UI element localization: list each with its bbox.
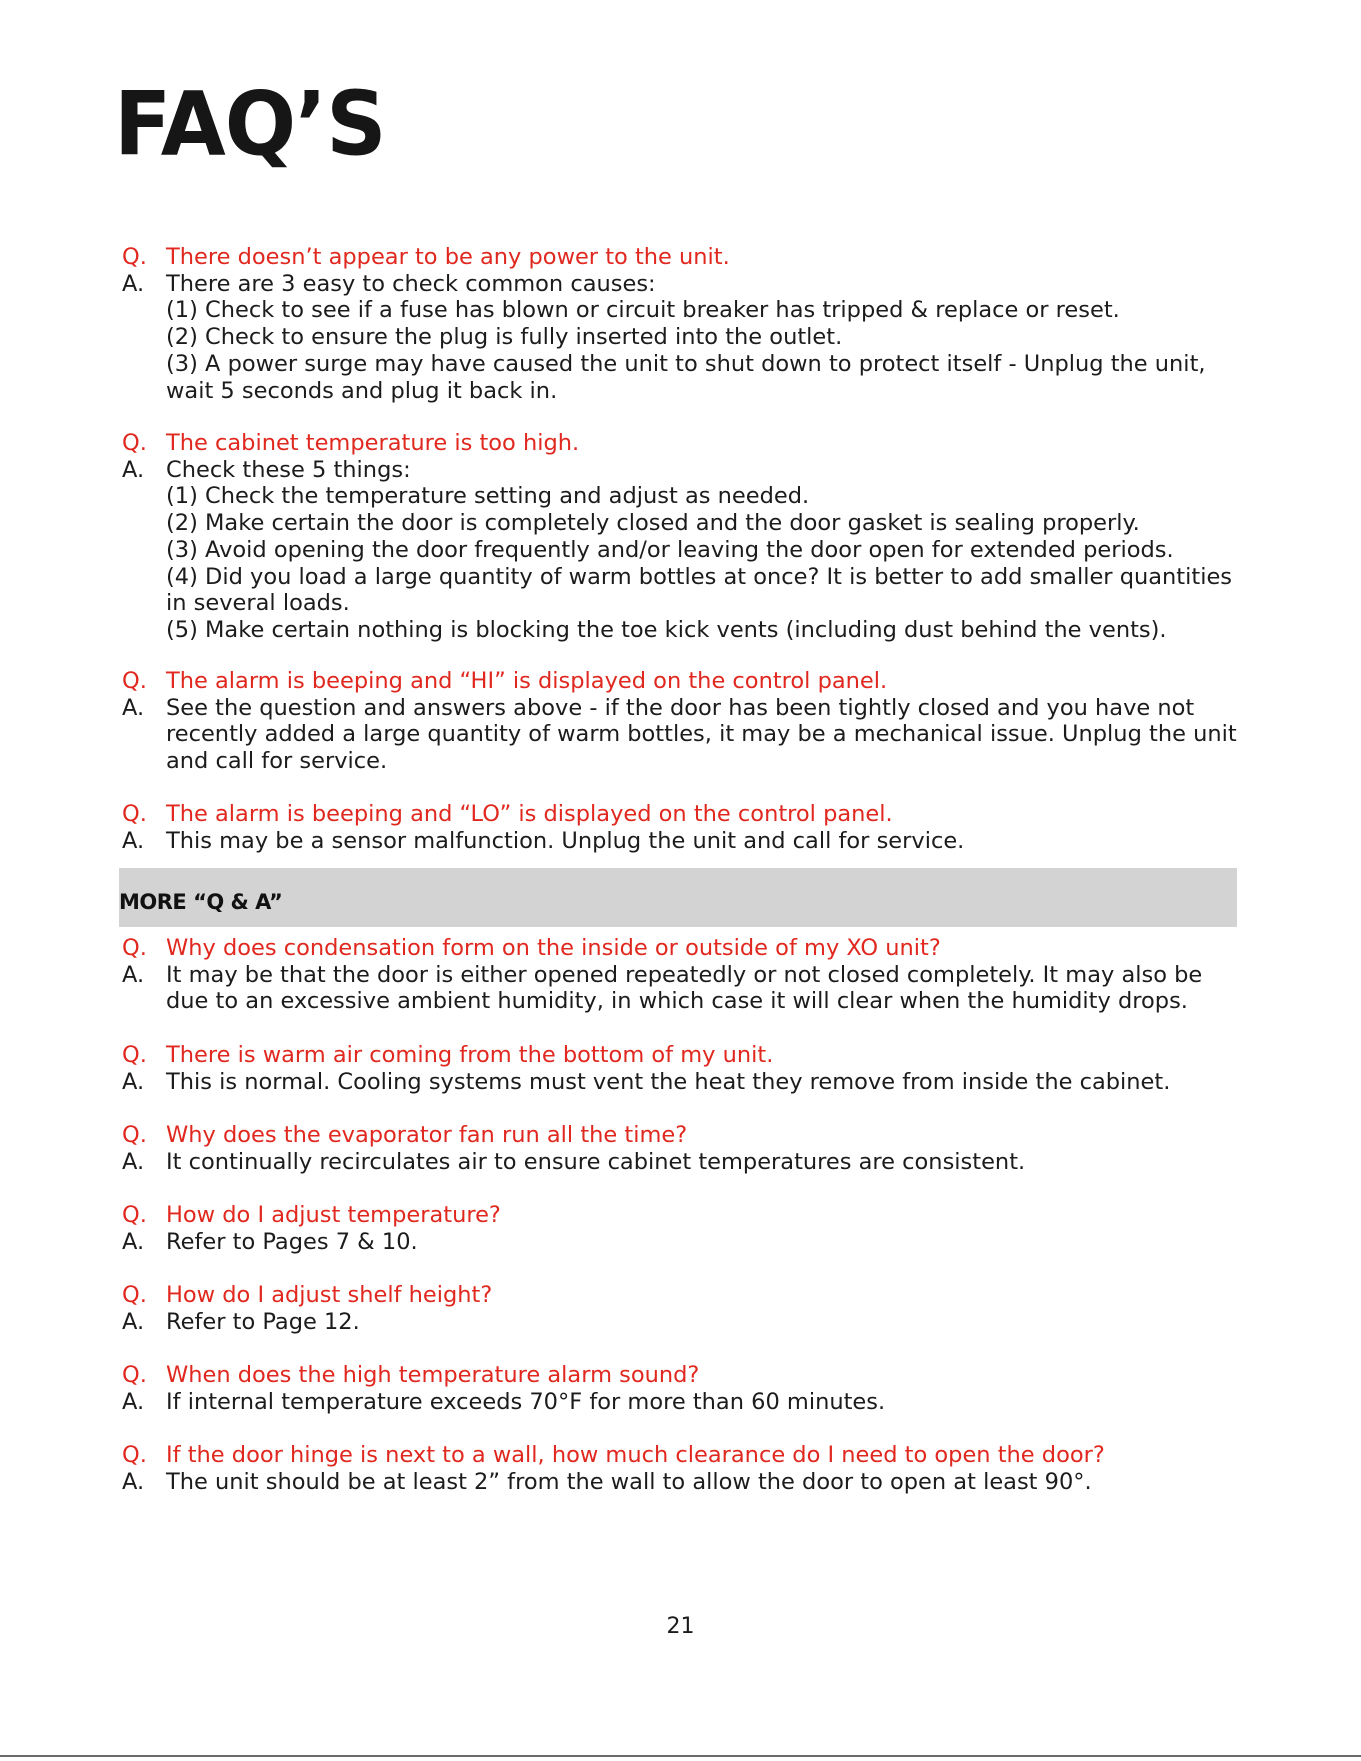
faq-question: Q. The alarm is beeping and “LO” is displayed on the control panel. [122, 801, 893, 827]
faq-detail: (3) A power surge may have caused the unit to shut down to protect itself - Unplug the unit, [166, 350, 1206, 377]
faq-item [122, 1122, 1252, 1175]
page-number: 21 [666, 1614, 695, 1639]
faq-answer: A. If internal temperature exceeds 70°F for more than 60 minutes. [122, 1388, 886, 1415]
faq-answer: A. There are 3 easy to check common causes: [122, 270, 656, 297]
faq-detail: (5) Make certain nothing is blocking the toe kick vents (including dust behind the vents). [166, 616, 1167, 643]
faq-detail: (1) Check the temperature setting and adjust as needed. [166, 483, 810, 510]
faq-detail: (4) Did you load a large quantity of warm bottles at once? It is better to add smaller quantities [166, 563, 1233, 590]
faq-detail: wait 5 seconds and plug it back in. [166, 377, 558, 404]
faq-item [122, 1362, 1252, 1415]
faq-question: Q. If the door hinge is next to a wall, how much clearance do I need to open the door? [122, 1442, 1105, 1468]
faq-answer: A. This is normal. Cooling systems must vent the heat they remove from inside the cabinet. [122, 1068, 1171, 1095]
faq-detail: (1) Check to see if a fuse has blown or circuit breaker has tripped & replace or reset. [166, 297, 1120, 324]
bottom-rule [0, 1755, 1361, 1757]
faq-question: Q. The alarm is beeping and “HI” is displayed on the control panel. [122, 668, 888, 694]
faq-question: Q. Why does condensation form on the inside or outside of my XO unit? [122, 935, 941, 961]
faq-item [122, 1282, 1252, 1335]
faq-question: Q. When does the high temperature alarm sound? [122, 1362, 700, 1388]
section-heading: MORE “Q & A” [119, 890, 283, 914]
faq-answer: A. The unit should be at least 2” from the wall to allow the door to open at least 90°. [122, 1468, 1092, 1495]
faq-detail: in several loads. [166, 590, 350, 617]
faq-item [122, 801, 1252, 854]
faq-answer: A. This may be a sensor malfunction. Unplug the unit and call for service. [122, 827, 965, 854]
faq-question: Q. There doesn’t appear to be any power to the unit. [122, 244, 730, 270]
page-title: FAQ’S [114, 72, 386, 176]
faq-detail: (2) Make certain the door is completely closed and the door gasket is sealing properly. [166, 510, 1140, 537]
faq-item [122, 935, 1252, 1015]
faq-answer: A. Check these 5 things: [122, 456, 411, 483]
faq-question: Q. Why does the evaporator fan run all the time? [122, 1122, 688, 1148]
faq-item [122, 244, 1252, 404]
faq-answer: A. It may be that the door is either opened repeatedly or not closed completely. It may also be [122, 961, 1203, 988]
faq-detail: and call for service. [166, 748, 388, 775]
faq-answer: A. Refer to Page 12. [122, 1308, 360, 1335]
faq-question: Q. There is warm air coming from the bottom of my unit. [122, 1042, 774, 1068]
faq-question: Q. The cabinet temperature is too high. [122, 430, 580, 456]
faq-item [122, 430, 1252, 644]
faq-answer: A. It continually recirculates air to ensure cabinet temperatures are consistent. [122, 1148, 1026, 1175]
faq-answer: A. See the question and answers above - if the door has been tightly closed and you have not [122, 694, 1195, 721]
faq-detail: due to an excessive ambient humidity, in which case it will clear when the humidity drops. [166, 988, 1188, 1015]
faq-detail: (2) Check to ensure the plug is fully inserted into the outlet. [166, 324, 843, 351]
faq-question: Q. How do I adjust shelf height? [122, 1282, 493, 1308]
faq-item [122, 668, 1252, 775]
faq-item [122, 1202, 1252, 1255]
faq-detail: (3) Avoid opening the door frequently and/or leaving the door open for extended periods. [166, 536, 1174, 563]
faq-item [122, 1442, 1252, 1495]
section-banner [119, 868, 1237, 927]
faq-question: Q. How do I adjust temperature? [122, 1202, 501, 1228]
faq-detail: recently added a large quantity of warm bottles, it may be a mechanical issue. Unplug the unit [166, 721, 1237, 748]
faq-item [122, 1042, 1252, 1095]
faq-answer: A. Refer to Pages 7 & 10. [122, 1228, 418, 1255]
